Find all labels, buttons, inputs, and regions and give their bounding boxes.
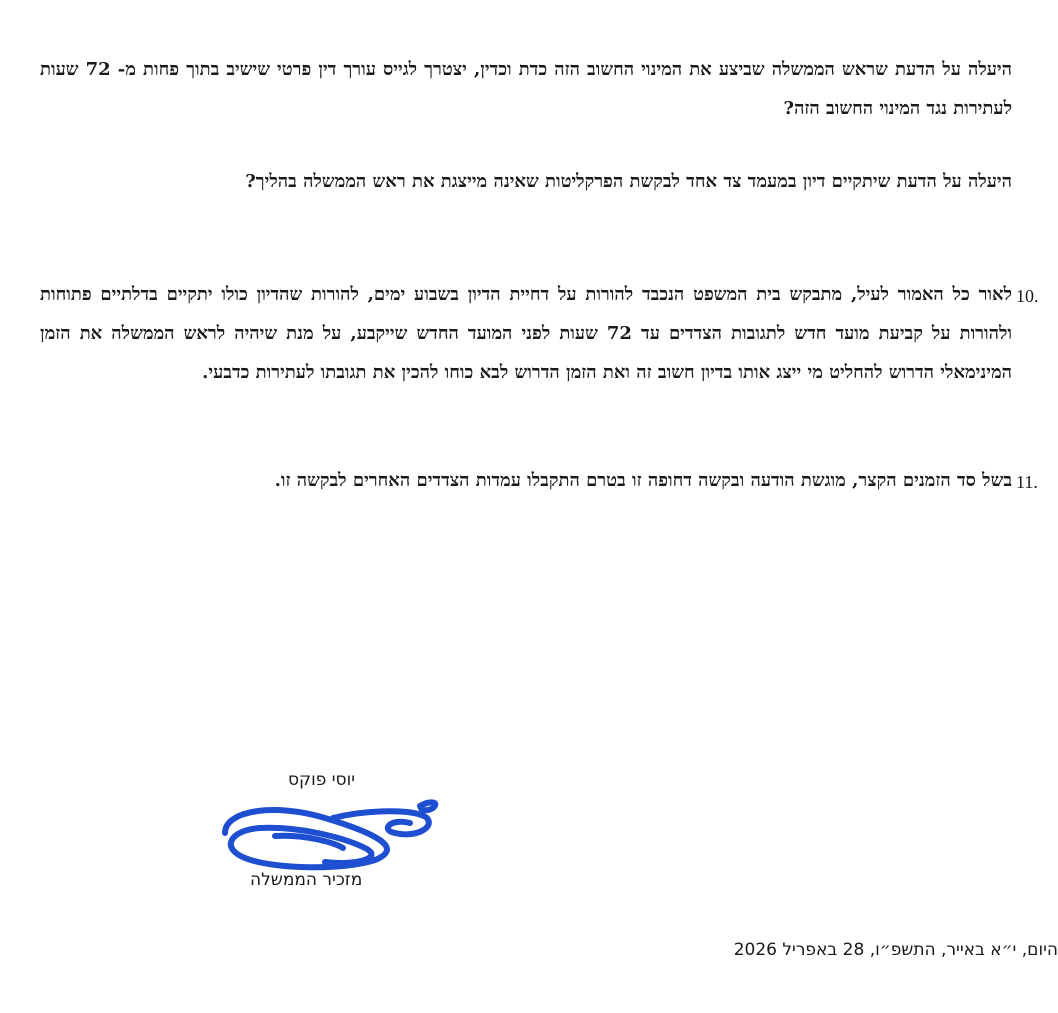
paragraph-number-11: 11. (1016, 472, 1038, 492)
signer-name: יוסי פוקס (288, 770, 356, 790)
paragraph-10: לאור כל האמור לעיל, מתבקש בית המשפט הנכבד להורות על דחיית הדיון בשבוע ימים, להורות שהדיון כולו יתקיים בדלתיים פתוחות ולהורות על קביעת מועד חדש לתגובות הצדדים עד 72 שעות לפני המועד החדש שייקבע, על מנת שיהיה לראש הממשלה את הזמן המינימאלי הדרוש להחליט מי ייצג אותו בדיון חשוב זה ואת הזמן הדרוש לבא כוחו להכין את תגובתו לעתירות כדבעי. (40, 284, 1013, 383)
paragraph-11: בשל סד הזמנים הקצר, מוגשת הודעה ובקשה דחופה זו בטרם התקבלו עמדות הצדדים האחרים לבקשה זו. (274, 470, 1012, 491)
signer-title: מזכיר הממשלה (250, 870, 363, 890)
paragraph-question-1: היעלה על הדעת שראש הממשלה שביצע את המינוי החשוב הזה כדת וכדין, יצטרך לגייס עורך דין פרטי שישיב בתוך פחות מ- 72 שעות לעתירות נגד המינוי החשוב הזה? (40, 59, 1013, 119)
date-line: היום, י״א באייר, התשפ״ו, 28 באפריל 2026 (733, 940, 1058, 960)
handwritten-signature (215, 788, 445, 873)
paragraph-question-2: היעלה על הדעת שיתקיים דיון במעמד צד אחד לבקשת הפרקליטות שאינה מייצגת את ראש הממשלה בהליך? (245, 171, 1012, 192)
paragraph-number-10: 10. (1016, 286, 1039, 306)
